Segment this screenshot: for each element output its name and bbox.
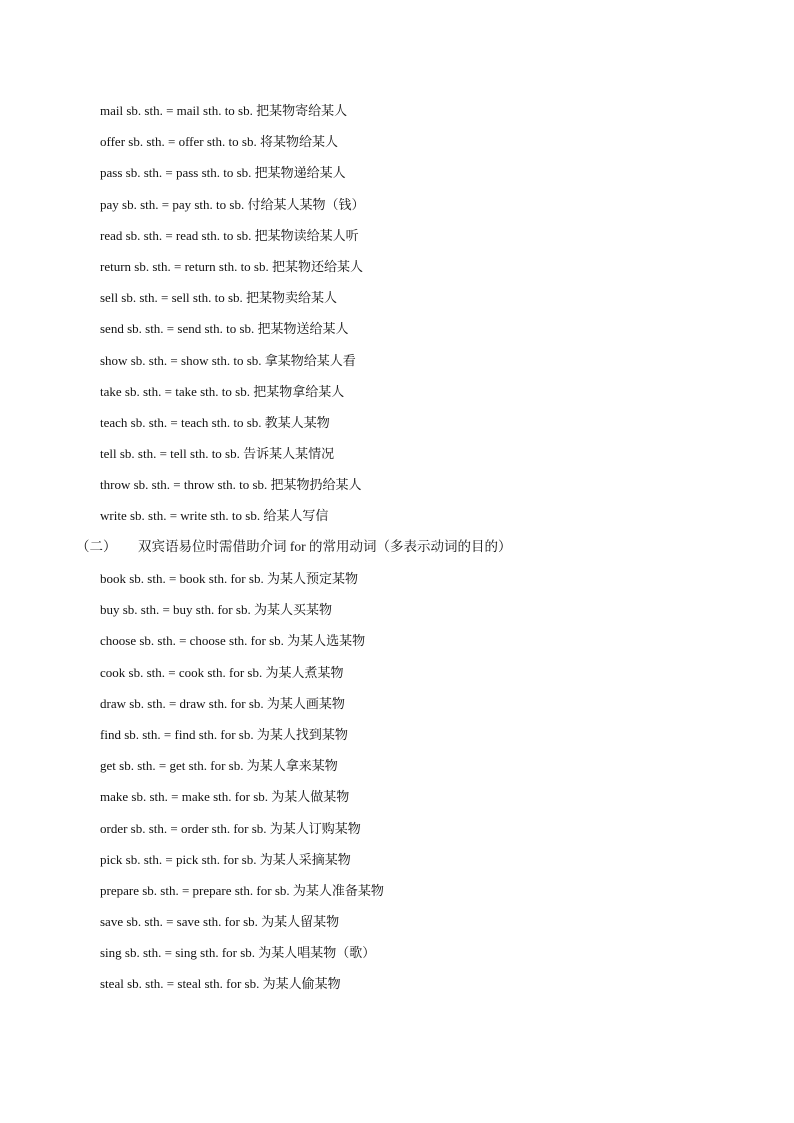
list-item: make sb. sth. = make sth. for sb. 为某人做某物: [100, 789, 350, 805]
list-item: find sb. sth. = find sth. for sb. 为某人找到某物: [100, 726, 348, 742]
list-item: return sb. sth. = return sth. to sb. 把某物还给某人: [100, 258, 363, 274]
list-item: pass sb. sth. = pass sth. to sb. 把某物递给某人: [100, 165, 346, 181]
list-item: buy sb. sth. = buy sth. for sb. 为某人买某物: [100, 602, 332, 618]
list-item: draw sb. sth. = draw sth. for sb. 为某人画某物: [100, 695, 345, 711]
list-item: offer sb. sth. = offer sth. to sb. 将某物给某人: [100, 134, 338, 150]
for-verb-list: [100, 563, 384, 1000]
to-verb-list: [100, 95, 364, 532]
list-item: show sb. sth. = show sth. to sb. 拿某物给某人看: [100, 352, 356, 368]
list-item: order sb. sth. = order sth. for sb. 为某人订购某物: [100, 820, 361, 836]
list-item: send sb. sth. = send sth. to sb. 把某物送给某人: [100, 321, 349, 337]
list-item: read sb. sth. = read sth. to sb. 把某物读给某人听: [100, 227, 359, 243]
list-item: write sb. sth. = write sth. to sb. 给某人写信: [100, 508, 329, 524]
list-item: tell sb. sth. = tell sth. to sb. 告诉某人某情况: [100, 446, 335, 462]
list-item: save sb. sth. = save sth. for sb. 为某人留某物: [100, 914, 340, 930]
list-item: sing sb. sth. = sing sth. for sb. 为某人唱某物（歌）: [100, 945, 376, 961]
list-item: book sb. sth. = book sth. for sb. 为某人预定某物: [100, 571, 358, 586]
list-item: throw sb. sth. = throw sth. to sb. 把某物扔给某人: [100, 477, 362, 493]
section-number: （二）: [76, 539, 117, 554]
section-title: 双宾语易位时需借助介词 for 的常用动词（多表示动词的目的）: [138, 539, 512, 554]
list-item: get sb. sth. = get sth. for sb. 为某人拿来某物: [100, 758, 338, 774]
list-item: mail sb. sth. = mail sth. to sb. 把某物寄给某人: [100, 103, 348, 118]
list-item: pick sb. sth. = pick sth. for sb. 为某人采摘某物: [100, 851, 351, 867]
list-item: cook sb. sth. = cook sth. for sb. 为某人煮某物: [100, 664, 344, 680]
list-item: take sb. sth. = take sth. to sb. 把某物拿给某人: [100, 383, 345, 399]
list-item: teach sb. sth. = teach sth. to sb. 教某人某物: [100, 414, 330, 430]
list-item: sell sb. sth. = sell sth. to sb. 把某物卖给某人: [100, 290, 338, 306]
list-item: steal sb. sth. = steal sth. for sb. 为某人偷某物: [100, 976, 341, 992]
section-heading: [76, 533, 512, 561]
list-item: prepare sb. sth. = prepare sth. for sb. 为某人准备某物: [100, 882, 384, 898]
list-item: pay sb. sth. = pay sth. to sb. 付给某人某物（钱）: [100, 196, 365, 212]
list-item: choose sb. sth. = choose sth. for sb. 为某人选某物: [100, 633, 366, 649]
